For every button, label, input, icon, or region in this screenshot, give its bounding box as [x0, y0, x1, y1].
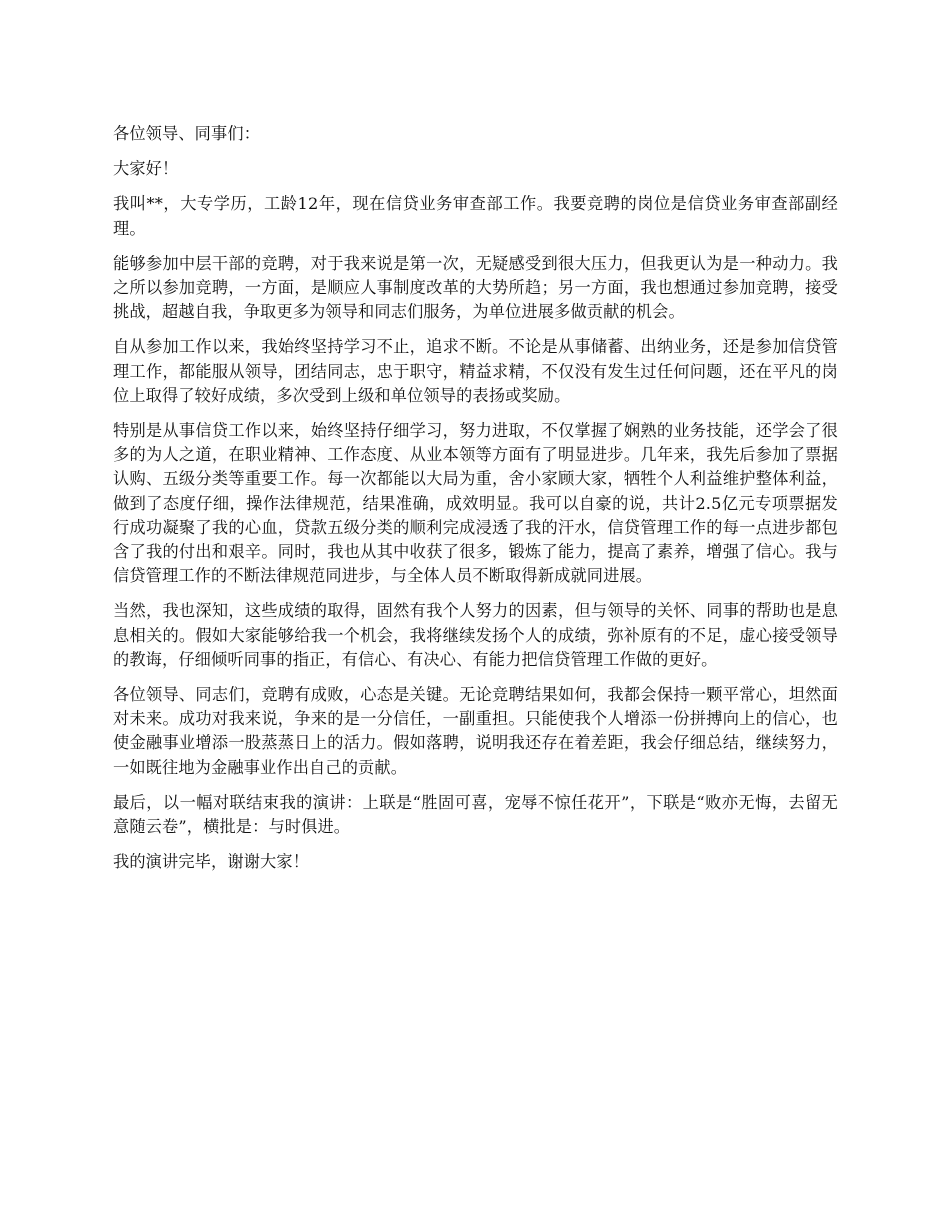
paragraph-motivation: 能够参加中层干部的竞聘，对于我来说是第一次，无疑感受到很大压力，但我更认为是一种动力。我之所以参加竞聘，一方面，是顺应人事制度改革的大势所趋；另一方面，我也想通过参加竞聘，接受挑战，超越自我，争取更多为领导和同志们服务，为单位进展多做贡献的机会。 — [113, 253, 838, 322]
closing: 我的演讲完毕，谢谢大家！ — [113, 852, 310, 872]
paragraph-couplet: 最后，以一幅对联结束我的演讲：上联是“胜固可喜，宠辱不惊任花开”，下联是“败亦无悔，去留无意随云卷”，横批是：与时俱进。 — [113, 792, 838, 837]
paragraph-work-history: 自从参加工作以来，我始终坚持学习不止，追求不断。不论是从事储蓄、出纳业务，还是参加信贷管理工作，都能服从领导，团结同志，忠于职守，精益求精，不仅没有发生过任何问题，还在平凡的岗位上取得了较好成绩，多次受到上级和单位领导的表扬或奖励。 — [113, 337, 838, 405]
paragraph-acknowledgement: 当然，我也深知，这些成绩的取得，固然有我个人努力的因素，但与领导的关怀、同事的帮助也是息息相关的。假如大家能够给我一个机会，我将继续发扬个人的成绩，弥补原有的不足，虚心接受领导的教诲，仔细倾听同事的指正，有信心、有决心、有能力把信贷管理工作做的更好。 — [113, 601, 838, 669]
paragraph-credit-achievements: 特别是从事信贷工作以来，始终坚持仔细学习，努力进取，不仅掌握了娴熟的业务技能，还学会了很多的为人之道，在职业精神、工作态度、从业本领等方面有了明显进步。几年来，我先后参加了票据认购、五级分类等重要工作。每一次都能以大局为重，舍小家顾大家，牺牲个人利益维护整体利益，做到了态度仔细，操作法律规范，结果准确，成效明显。我可以自豪的说，共计2.5亿元专项票据发行成功凝聚了我的心血，贷款五级分类的顺利完成浸透了我的汗水，信贷管理工作的每一点进步都包含了我的付出和艰辛。同时，我也从其中收获了很多，锻炼了能力，提高了素养，增强了信心。我与信贷管理工作的不断法律规范同进步，与全体人员不断取得新成就同进展。 — [113, 421, 838, 586]
greeting: 大家好！ — [113, 159, 179, 179]
salutation: 各位领导、同事们： — [113, 124, 261, 143]
paragraph-attitude: 各位领导、同志们，竞聘有成败，心态是关键。无论竞聘结果如何，我都会保持一颗平常心，坦然面对未来。成功对我来说，争来的是一分信任，一副重担。只能使我个人增添一份拼搏向上的信心，也使金融事业增添一股蒸蒸日上的活力。假如落聘，说明我还存在着差距，我会仔细总结，继续努力，一如既往地为金融事业作出自己的贡献。 — [113, 685, 838, 777]
paragraph-introduction: 我叫**，大专学历，工龄12年，现在信贷业务审查部工作。我要竞聘的岗位是信贷业务审查部副经理。 — [113, 194, 838, 238]
speech-body — [113, 122, 838, 874]
